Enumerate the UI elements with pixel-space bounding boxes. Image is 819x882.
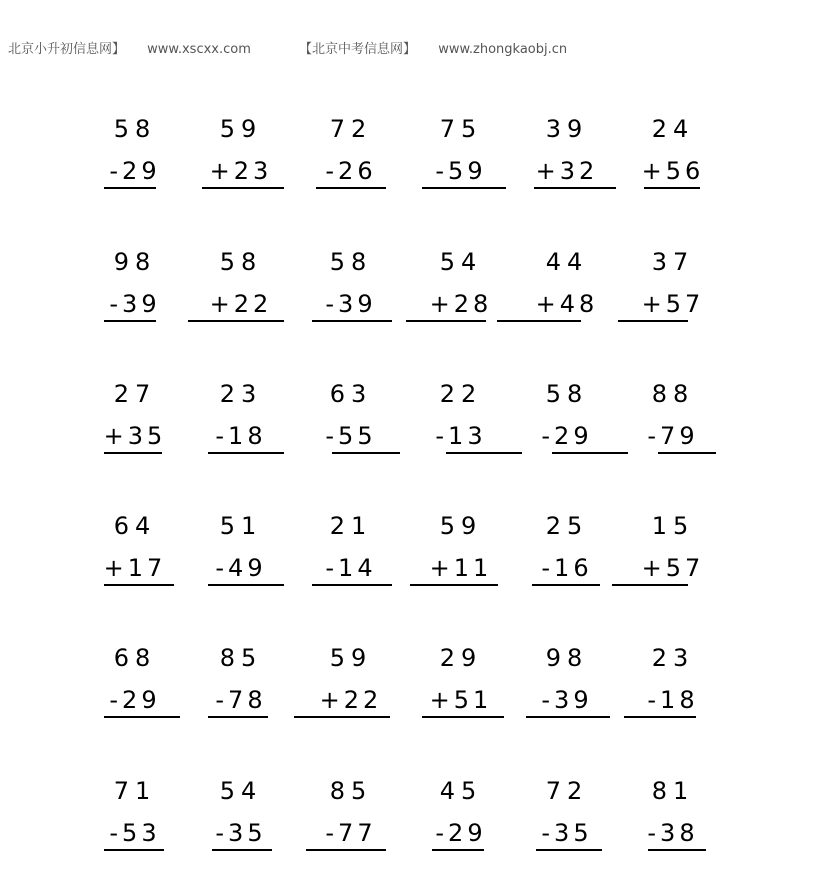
answer-underline [612, 584, 688, 586]
problem-top-number: 58 [329, 248, 373, 276]
answer-underline [446, 452, 522, 454]
problem-top-number: 59 [219, 115, 263, 143]
problem-operand: -13 [435, 422, 487, 450]
problem-top-number: 71 [113, 777, 157, 805]
answer-underline [648, 849, 706, 851]
problem-top-number: 39 [545, 115, 589, 143]
answer-underline [208, 452, 284, 454]
answer-underline [104, 584, 174, 586]
answer-underline [104, 716, 180, 718]
answer-underline [306, 849, 386, 851]
problem-top-number: 15 [651, 512, 695, 540]
problem-top-number: 45 [439, 777, 483, 805]
problem-operand: +57 [641, 290, 705, 318]
problem-operand: -39 [541, 686, 593, 714]
problem-top-number: 72 [329, 115, 373, 143]
answer-underline [312, 320, 392, 322]
answer-underline [552, 452, 628, 454]
problem-top-number: 72 [545, 777, 589, 805]
problem-operand: +35 [103, 422, 167, 450]
answer-underline [618, 320, 688, 322]
problem-operand: -53 [109, 819, 161, 847]
problem-top-number: 58 [113, 115, 157, 143]
answer-underline [212, 849, 272, 851]
answer-underline [312, 584, 392, 586]
answer-underline [532, 584, 600, 586]
problem-operand: +11 [429, 554, 493, 582]
problem-top-number: 54 [219, 777, 263, 805]
problem-operand: -18 [215, 422, 267, 450]
answer-underline [624, 716, 696, 718]
problem-top-number: 51 [219, 512, 263, 540]
problem-top-number: 24 [651, 115, 695, 143]
problem-top-number: 98 [545, 644, 589, 672]
problem-operand: -16 [541, 554, 593, 582]
problem-operand: -39 [325, 290, 377, 318]
problem-top-number: 58 [219, 248, 263, 276]
problem-top-number: 27 [113, 380, 157, 408]
problem-top-number: 23 [219, 380, 263, 408]
problem-operand: +48 [535, 290, 599, 318]
problem-operand: -18 [647, 686, 699, 714]
problem-operand: -38 [647, 819, 699, 847]
site1-name: 北京小升初信息网】 [8, 42, 126, 57]
problem-operand: +32 [535, 157, 599, 185]
problem-top-number: 37 [651, 248, 695, 276]
answer-underline [208, 584, 284, 586]
problem-top-number: 29 [439, 644, 483, 672]
problem-top-number: 59 [439, 512, 483, 540]
problem-operand: -29 [541, 422, 593, 450]
problem-top-number: 64 [113, 512, 157, 540]
answer-underline [316, 187, 386, 189]
problem-top-number: 44 [545, 248, 589, 276]
answer-underline [104, 849, 164, 851]
answer-underline [536, 849, 602, 851]
answer-underline [410, 584, 498, 586]
problem-top-number: 88 [651, 380, 695, 408]
problem-top-number: 68 [113, 644, 157, 672]
problem-operand: -29 [109, 686, 161, 714]
problem-top-number: 21 [329, 512, 373, 540]
problem-operand: +28 [429, 290, 493, 318]
problem-operand: +56 [641, 157, 705, 185]
problem-top-number: 75 [439, 115, 483, 143]
problem-top-number: 23 [651, 644, 695, 672]
problem-operand: -77 [325, 819, 377, 847]
problem-operand: -29 [109, 157, 161, 185]
answer-underline [644, 187, 700, 189]
answer-underline [658, 452, 716, 454]
problem-top-number: 85 [329, 777, 373, 805]
answer-underline [104, 452, 162, 454]
answer-underline [294, 716, 390, 718]
site1-url[interactable]: www.xscxx.com [147, 42, 251, 57]
answer-underline [534, 187, 616, 189]
problem-top-number: 81 [651, 777, 695, 805]
answer-underline [406, 320, 486, 322]
problem-operand: -59 [435, 157, 487, 185]
problem-operand: +17 [103, 554, 167, 582]
problem-top-number: 98 [113, 248, 157, 276]
problem-operand: -39 [109, 290, 161, 318]
answer-underline [422, 716, 504, 718]
problem-top-number: 59 [329, 644, 373, 672]
answer-underline [497, 320, 581, 322]
answer-underline [332, 452, 400, 454]
problem-operand: -49 [215, 554, 267, 582]
problem-operand: +57 [641, 554, 705, 582]
answer-underline [104, 187, 156, 189]
problem-operand: +51 [429, 686, 493, 714]
site2-url[interactable]: www.zhongkaobj.cn [438, 42, 568, 57]
answer-underline [422, 187, 506, 189]
problem-operand: -14 [325, 554, 377, 582]
answer-underline [208, 716, 268, 718]
problem-operand: -35 [541, 819, 593, 847]
problem-operand: +22 [319, 686, 383, 714]
answer-underline [432, 849, 484, 851]
problem-operand: +22 [209, 290, 273, 318]
problem-operand: -29 [435, 819, 487, 847]
problem-operand: -26 [325, 157, 377, 185]
problem-top-number: 58 [545, 380, 589, 408]
problem-top-number: 25 [545, 512, 589, 540]
problem-operand: -55 [325, 422, 377, 450]
answer-underline [202, 187, 284, 189]
problem-top-number: 63 [329, 380, 373, 408]
answer-underline [526, 716, 610, 718]
problem-top-number: 22 [439, 380, 483, 408]
problem-operand: -79 [647, 422, 699, 450]
problem-top-number: 85 [219, 644, 263, 672]
answer-underline [104, 320, 156, 322]
problem-operand: +23 [209, 157, 273, 185]
problem-top-number: 54 [439, 248, 483, 276]
site2-name: 【北京中考信息网】 [299, 42, 417, 57]
problem-operand: -78 [215, 686, 267, 714]
answer-underline [188, 320, 284, 322]
problem-operand: -35 [215, 819, 267, 847]
